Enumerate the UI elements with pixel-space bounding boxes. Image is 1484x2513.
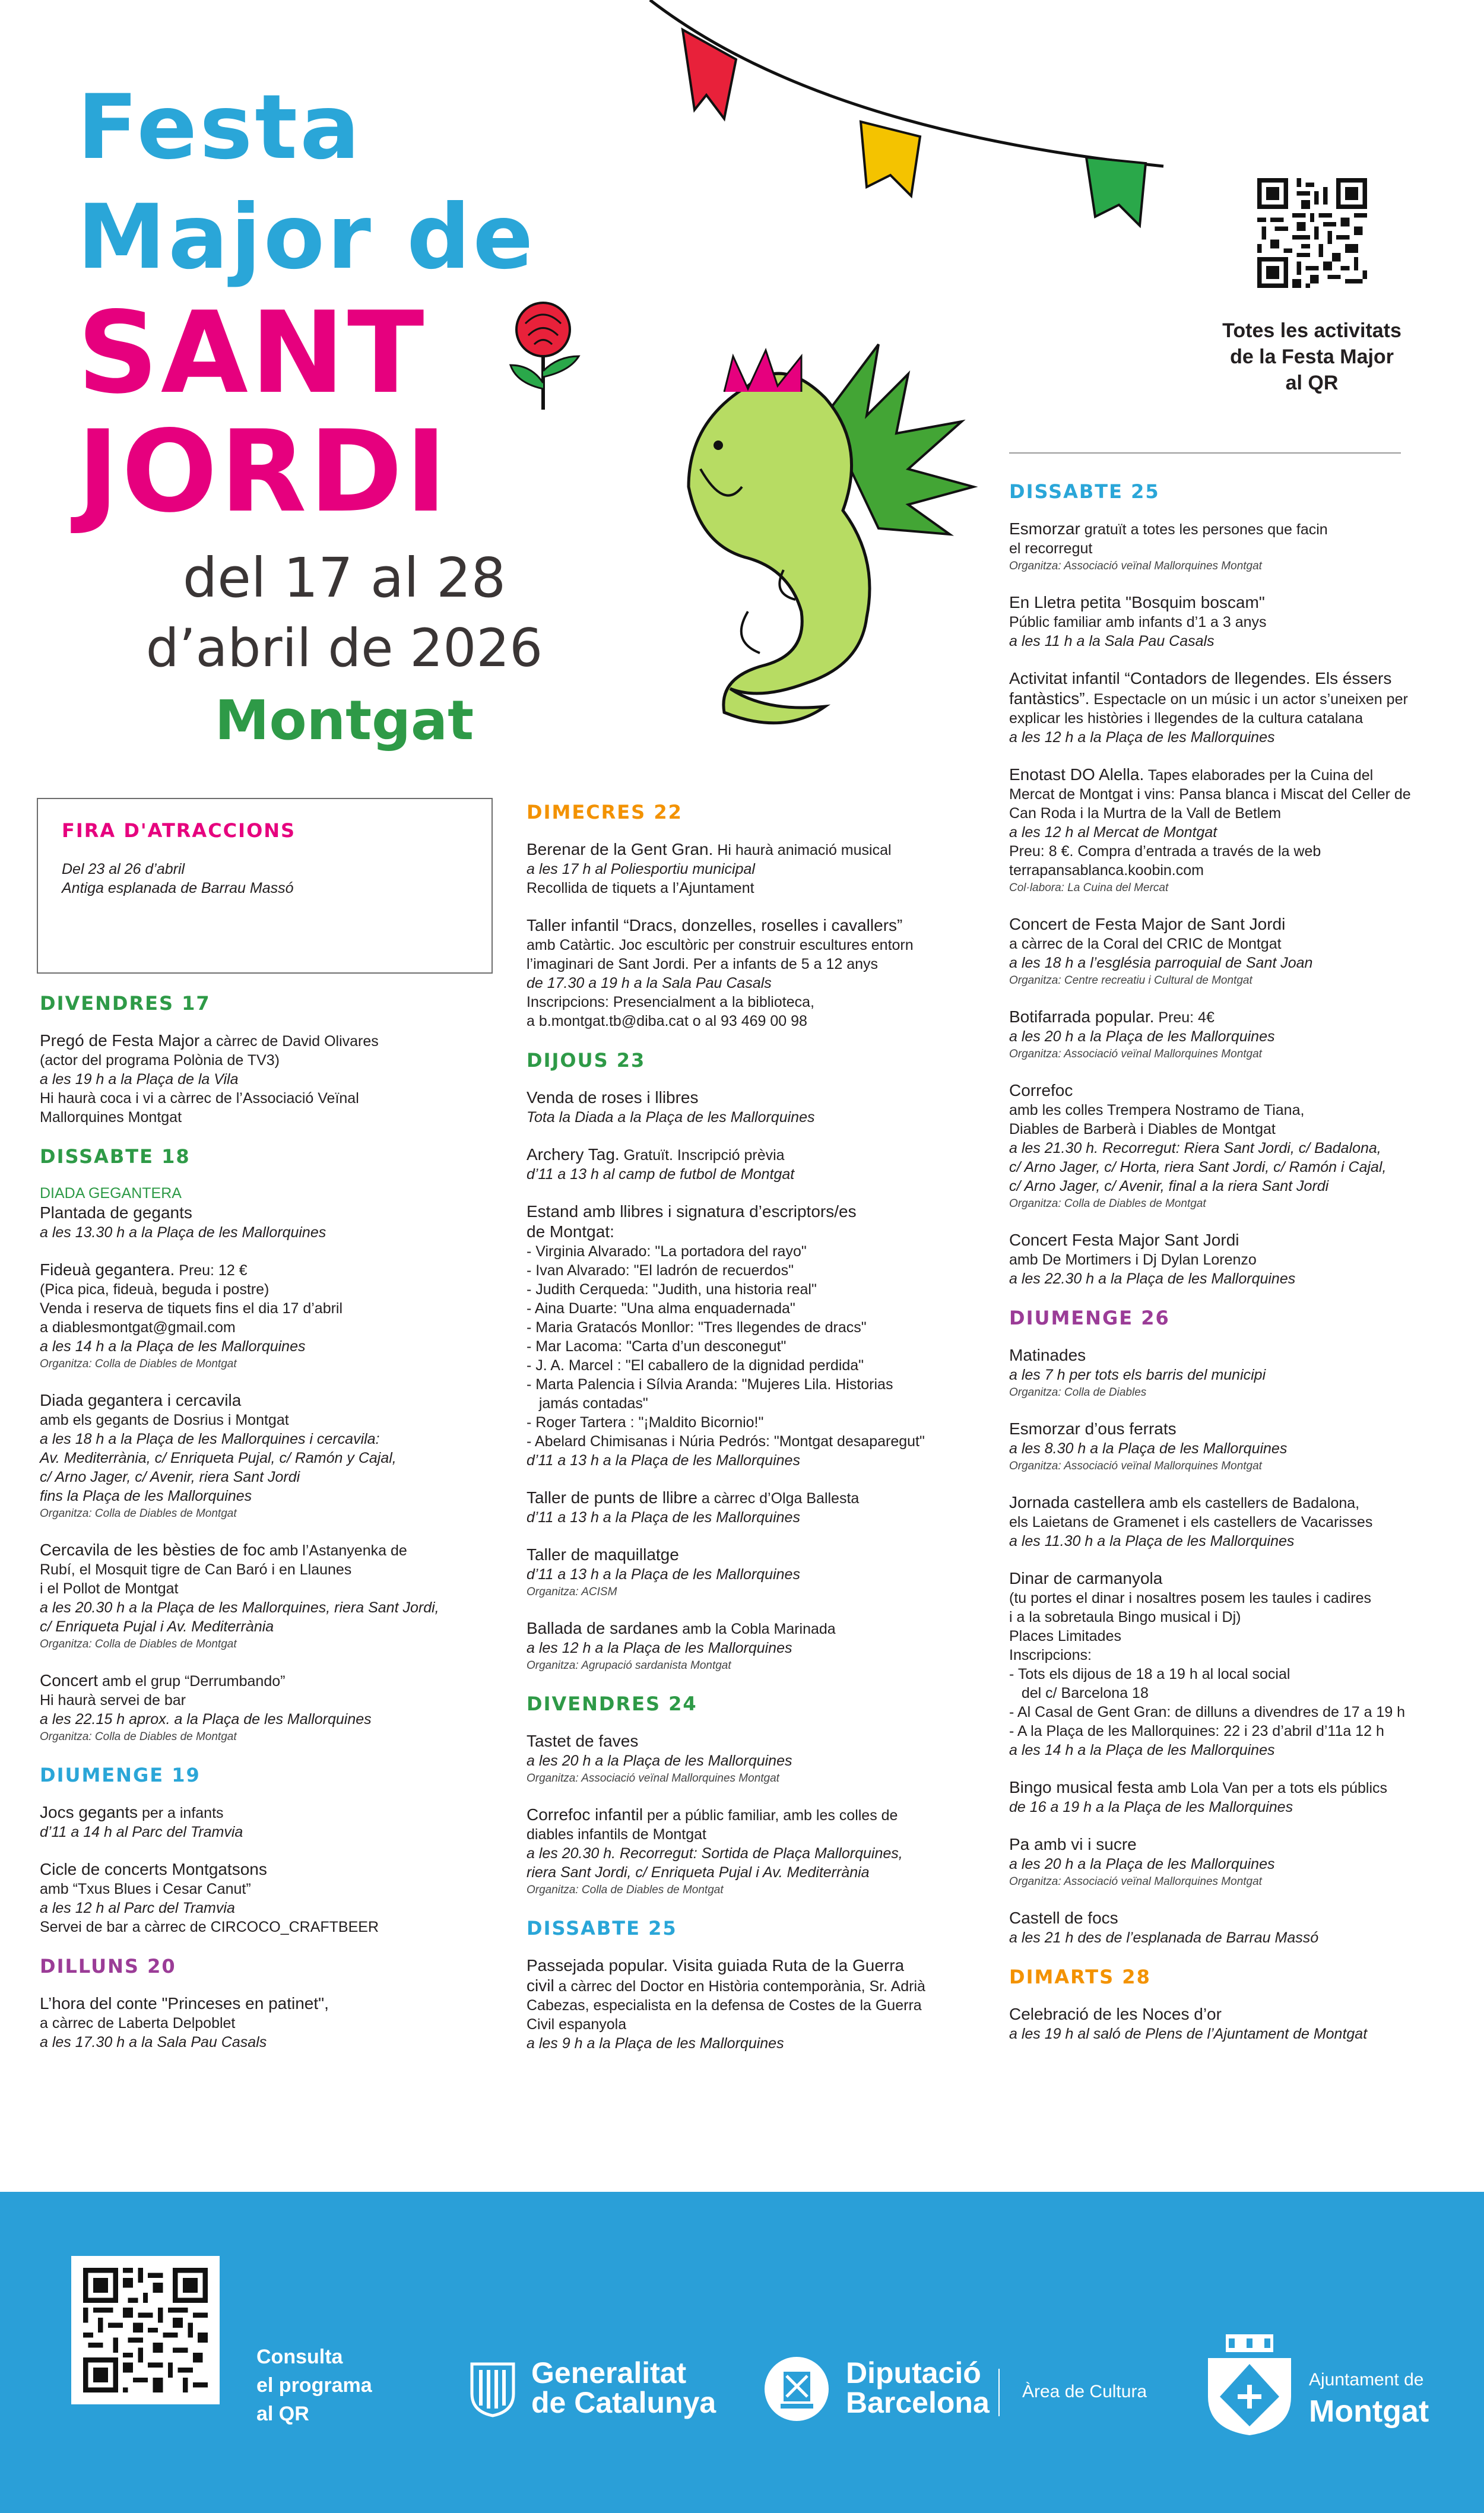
- event-desc: Can Roda i la Murtra de la Vall de Betlem: [1009, 805, 1282, 822]
- event-title: de Montgat:: [527, 1222, 614, 1241]
- list-item: - Mar Lacoma: "Carta d’un desconegut": [527, 1338, 787, 1355]
- heading-divendres-24: DIVENDRES 24: [527, 1693, 697, 1715]
- event-taller: [527, 915, 990, 1031]
- event-desc: Civil espanyola: [527, 2016, 627, 2033]
- title-major-de: Major de: [77, 186, 536, 289]
- diada-gegantera-label: DIADA GEGANTERA: [40, 1185, 182, 1202]
- column-1: [40, 974, 503, 2070]
- event-title: Berenar de la Gent Gran.: [527, 840, 714, 858]
- list-item: - Aina Duarte: "Una alma enquadernada": [527, 1300, 795, 1317]
- event-punts: [527, 1488, 990, 1527]
- event-title: Correfoc: [1009, 1081, 1073, 1099]
- event-when: d’11 a 13 h a la Plaça de les Mallorquines: [527, 1566, 800, 1583]
- event-roses: [527, 1088, 990, 1127]
- event-title: Taller de punts de llibre: [527, 1488, 697, 1507]
- event-esmorzar: [1009, 519, 1448, 575]
- event-desc: per a infants: [138, 1805, 224, 1821]
- event-when: a les 11 h a la Sala Pau Casals: [1009, 633, 1215, 649]
- event-org: Organitza: Associació veïnal Mallorquines Montgat: [1009, 1875, 1262, 1888]
- event-when: a les 20 h a la Plaça de les Mallorquines: [1009, 1028, 1275, 1045]
- event-concert-dj: [1009, 1230, 1448, 1288]
- event-title: Estand amb llibres i signatura d’escriptors/es: [527, 1202, 857, 1221]
- event-desc: Tapes elaborades per la Cuina del: [1144, 767, 1374, 784]
- event-when: Tota la Diada a la Plaça de les Mallorquines: [527, 1109, 815, 1126]
- qr-caption-line: Totes les activitats: [1222, 319, 1401, 342]
- event-when: a les 14 h a la Plaça de les Mallorquines: [1009, 1742, 1275, 1758]
- event-when: d’11 a 13 h a la Plaça de les Mallorquines: [527, 1452, 800, 1469]
- event-desc: Mercat de Montgat i vins: Pansa blanca i Miscat del Celler de: [1009, 786, 1411, 803]
- event-title: Cercavila de les bèsties de foc: [40, 1541, 265, 1559]
- event-desc: Preu: 12 €: [175, 1262, 248, 1279]
- consulta-line: el programa: [256, 2374, 372, 2397]
- event-org: Organitza: Colla de Diables de Montgat: [40, 1731, 237, 1743]
- diputacio-text: [846, 2358, 990, 2417]
- event-when: c/ Arno Jager, c/ Horta, riera Sant Jordi, c/ Ramón i Cajal,: [1009, 1159, 1387, 1175]
- title-jordi: JORDI: [77, 406, 449, 537]
- heading-diumenge-26: DIUMENGE 26: [1009, 1307, 1170, 1329]
- event-lletra-petita: [1009, 592, 1448, 651]
- montgat-text: Montgat: [1309, 2394, 1429, 2429]
- event-title: Concert: [40, 1671, 99, 1690]
- event-when: d’11 a 13 h al camp de futbol de Montgat: [527, 1166, 795, 1183]
- event-desc: - Al Casal de Gent Gran: de dilluns a divendres de 17 a 19 h: [1009, 1704, 1406, 1720]
- town-name: Montgat: [214, 689, 474, 752]
- event-desc: - Tots els dijous de 18 a 19 h al local social: [1009, 1666, 1290, 1682]
- event-desc: explicar les històries i llegendes de la cultura catalana: [1009, 710, 1363, 727]
- list-item: jamás contadas": [527, 1395, 648, 1412]
- event-when: a les 12 h al Mercat de Montgat: [1009, 824, 1217, 841]
- fira-heading: FIRA D'ATRACCIONS: [62, 819, 296, 842]
- event-email[interactable]: a diablesmontgat@gmail.com: [40, 1319, 236, 1336]
- generalitat-text: [531, 2358, 716, 2417]
- divider: [1009, 452, 1401, 454]
- event-desc: Preu: 8 €. Compra d’entrada a través de la web: [1009, 843, 1321, 860]
- event-desc: Rubí, el Mosquit tigre de Can Baró i en Llaunes: [40, 1561, 352, 1578]
- event-plantada: [40, 1203, 503, 1242]
- event-org: Organitza: Centre recreatiu i Cultural de Montgat: [1009, 974, 1252, 987]
- event-enotast: [1009, 765, 1448, 896]
- column-3: [1009, 464, 1448, 2061]
- qr-code-top[interactable]: [1257, 178, 1367, 288]
- event-desc: a càrrec d’Olga Ballesta: [697, 1490, 860, 1507]
- consulta-text: [256, 2343, 372, 2428]
- event-when: a les 8.30 h a la Plaça de les Mallorquines: [1009, 1440, 1288, 1457]
- qr-caption-line: de la Festa Major: [1230, 346, 1394, 368]
- heading-dijous-23: DIJOUS 23: [527, 1049, 646, 1072]
- event-title: Bingo musical festa: [1009, 1778, 1153, 1796]
- event-faves: [527, 1731, 990, 1787]
- event-desc: amb De Mortimers i Dj Dylan Lorenzo: [1009, 1251, 1257, 1268]
- event-cercavila: [40, 1390, 503, 1522]
- event-desc: el recorregut: [1009, 540, 1093, 557]
- event-org: Col·labora: La Cuina del Mercat: [1009, 882, 1169, 894]
- event-title: Concert de Festa Major de Sant Jordi: [1009, 915, 1286, 933]
- event-desc: i a la sobretaula Bingo musical i Dj): [1009, 1609, 1241, 1625]
- event-desc: gratuït a totes les persones que facin: [1080, 521, 1328, 538]
- event-when: d’11 a 13 h a la Plaça de les Mallorquines: [527, 1509, 800, 1526]
- event-title: Pregó de Festa Major: [40, 1031, 200, 1050]
- event-desc: amb el grup “Derrumbando”: [98, 1673, 286, 1690]
- event-title: Castell de focs: [1009, 1909, 1118, 1927]
- author-list: [527, 1242, 990, 1451]
- event-org: Organitza: Associació veïnal Mallorquines Montgat: [1009, 560, 1262, 572]
- list-item: - J. A. Marcel : "El caballero de la dignidad perdida": [527, 1357, 864, 1374]
- event-when: riera Sant Jordi, c/ Enriqueta Pujal i Av. Mediterrània: [527, 1864, 870, 1881]
- event-bingo: [1009, 1777, 1448, 1817]
- diputacio-logo: [763, 2355, 831, 2423]
- qr-caption-line: al QR: [1285, 372, 1339, 394]
- list-item: - Ivan Alvarado: "El ladrón de recuerdos": [527, 1262, 794, 1279]
- dragon-illustration: [629, 332, 985, 748]
- divider: [998, 2369, 1000, 2416]
- event-title: L’hora del conte "Princeses en patinet",: [40, 1994, 329, 2013]
- event-when: de 17.30 a 19 h a la Sala Pau Casals: [527, 975, 772, 991]
- event-title: Matinades: [1009, 1346, 1086, 1364]
- heading-dimecres-22: DIMECRES 22: [527, 801, 683, 823]
- event-pa-vi-sucre: [1009, 1834, 1448, 1890]
- event-desc: amb “Txus Blues i Cesar Canut”: [40, 1881, 251, 1897]
- event-desc: per a públic familiar, amb les colles de: [643, 1807, 898, 1824]
- dates-line1: del 17 al 28: [182, 546, 506, 610]
- event-desc: Hi haurà animació musical: [713, 842, 892, 858]
- event-title: Jocs gegants: [40, 1803, 138, 1821]
- event-desc: amb les colles Trempera Nostramo de Tiana,: [1009, 1102, 1305, 1118]
- event-castell-focs: [1009, 1908, 1448, 1947]
- column-2: [527, 782, 990, 2071]
- event-title: civil: [527, 1976, 554, 1995]
- event-when: a les 7 h per tots els barris del municipi: [1009, 1367, 1266, 1383]
- event-title: Enotast DO Alella.: [1009, 765, 1144, 784]
- event-org: Organitza: Colla de Diables de Montgat: [40, 1638, 237, 1650]
- event-when: c/ Arno Jager, c/ Avenir, final a la riera Sant Jordi: [1009, 1178, 1329, 1194]
- event-title: Venda de roses i llibres: [527, 1088, 699, 1107]
- event-when: a les 22.30 h a la Plaça de les Mallorquines: [1009, 1270, 1296, 1287]
- event-desc: Gratuït. Inscripció prèvia: [619, 1147, 785, 1164]
- event-matinades: [1009, 1345, 1448, 1401]
- bunting-flags: [641, 0, 1205, 249]
- fira-box: [37, 798, 493, 974]
- event-contadors: [1009, 668, 1448, 747]
- event-title: Pa amb vi i sucre: [1009, 1835, 1137, 1853]
- event-concert: [40, 1671, 503, 1745]
- event-prego: [40, 1031, 503, 1127]
- event-ous-ferrats: [1009, 1419, 1448, 1475]
- event-desc: Mallorquines Montgat: [40, 1109, 182, 1126]
- event-when: a les 19 h al saló de Plens de l’Ajuntament de Montgat: [1009, 2026, 1368, 2042]
- event-when: a les 14 h a la Plaça de les Mallorquines: [40, 1338, 306, 1355]
- event-desc: Servei de bar a càrrec de CIRCOCO_CRAFTBEER: [40, 1919, 379, 1935]
- montgat-shield-logo: [1202, 2331, 1297, 2438]
- event-org: Organitza: Colla de Diables de Montgat: [1009, 1197, 1206, 1210]
- event-when: a les 17 h al Poliesportiu municipal: [527, 861, 755, 877]
- event-berenar: [527, 839, 990, 898]
- event-when: fins la Plaça de les Mallorquines: [40, 1488, 252, 1504]
- event-contact[interactable]: a b.montgat.tb@diba.cat o al 93 469 00 98: [527, 1013, 807, 1029]
- event-desc: amb l’Astanyenka de: [265, 1542, 407, 1559]
- event-desc: Diables de Barberà i Diables de Montgat: [1009, 1121, 1276, 1137]
- event-org: Organitza: Colla de Diables de Montgat: [527, 1884, 724, 1896]
- list-item: - Judith Cerqueda: "Judith, una historia real": [527, 1281, 817, 1298]
- event-when: a les 18 h a l’església parroquial de Sant Joan: [1009, 955, 1313, 971]
- event-desc: a càrrec de David Olivares: [199, 1033, 379, 1050]
- event-conte: [40, 1994, 503, 2052]
- heading-dimarts-28: DIMARTS 28: [1009, 1966, 1151, 1988]
- event-title: Celebració de les Noces d’or: [1009, 2005, 1222, 2023]
- event-title: Esmorzar d’ous ferrats: [1009, 1419, 1177, 1438]
- event-desc: Espectacle on un músic i un actor s’uneixen per: [1089, 691, 1408, 708]
- heading-dilluns-20: DILLUNS 20: [40, 1955, 176, 1978]
- event-passejada: [527, 1956, 990, 2053]
- event-estand: [527, 1202, 990, 1470]
- event-bestia: [40, 1540, 503, 1653]
- event-desc: amb la Cobla Marinada: [678, 1621, 836, 1637]
- event-desc: Recollida de tiquets a l’Ajuntament: [527, 880, 754, 896]
- event-correfoc: [1009, 1080, 1448, 1212]
- event-title: Esmorzar: [1009, 519, 1080, 538]
- event-desc: Places Limitades: [1009, 1628, 1121, 1644]
- event-dinar: [1009, 1568, 1448, 1760]
- event-when: c/ Arno Jager, c/ Avenir, riera Sant Jordi: [40, 1469, 300, 1485]
- event-desc: Venda i reserva de tiquets fins el dia 17 d’abril: [40, 1300, 343, 1317]
- event-when: a les 12 h a la Plaça de les Mallorquines: [527, 1640, 792, 1656]
- event-title: Ballada de sardanes: [527, 1619, 678, 1637]
- event-title: Tastet de faves: [527, 1732, 639, 1750]
- event-when: a les 21.30 h. Recorregut: Riera Sant Jordi, c/ Badalona,: [1009, 1140, 1381, 1156]
- event-desc: a càrrec del Doctor en Història contemporània, Sr. Adrià: [554, 1978, 925, 1995]
- event-desc: amb Lola Van per a tots els públics: [1153, 1780, 1387, 1796]
- event-org: Organitza: ACISM: [527, 1586, 617, 1598]
- event-when: c/ Enriqueta Pujal i Av. Mediterrània: [40, 1618, 274, 1635]
- event-org: Organitza: Colla de Diables: [1009, 1386, 1147, 1399]
- event-jocs: [40, 1802, 503, 1842]
- fira-dates: Del 23 al 26 d’abril: [62, 861, 185, 877]
- qr-code-footer[interactable]: [71, 2256, 220, 2404]
- event-title: fantàstics”.: [1009, 689, 1090, 708]
- event-title: Fideuà gegantera.: [40, 1260, 175, 1279]
- event-cicle: [40, 1859, 503, 1937]
- event-noces: [1009, 2004, 1448, 2043]
- heading-divendres-17: DIVENDRES 17: [40, 992, 211, 1015]
- event-title: Dinar de carmanyola: [1009, 1569, 1163, 1587]
- event-desc: a càrrec de la Coral del CRIC de Montgat: [1009, 936, 1282, 952]
- event-fidea: [40, 1260, 503, 1373]
- event-desc: l’imaginari de Sant Jordi. Per a infants de 5 a 12 anys: [527, 956, 879, 972]
- dates-line2: d’abril de 2026: [145, 617, 543, 679]
- event-maquillatge: [527, 1545, 990, 1601]
- heading-dissabte-25-b: DISSABTE 25: [1009, 480, 1160, 503]
- heading-dissabte-25: DISSABTE 25: [527, 1917, 677, 1940]
- event-org: Organitza: Agrupació sardanista Montgat: [527, 1659, 731, 1672]
- event-desc: els Laietans de Gramenet i els castellers de Vacarisses: [1009, 1514, 1373, 1530]
- event-when: a les 20.30 h. Recorregut: Sortida de Plaça Mallorquines,: [527, 1845, 903, 1862]
- rose-icon: [499, 300, 588, 413]
- event-desc: (actor del programa Polònia de TV3): [40, 1052, 280, 1069]
- event-concert-coral: [1009, 914, 1448, 989]
- event-title: Concert Festa Major Sant Jordi: [1009, 1231, 1239, 1249]
- event-when: a les 20 h a la Plaça de les Mallorquines: [1009, 1856, 1275, 1872]
- event-title: Passejada popular. Visita guiada Ruta de la Guerra: [527, 1956, 905, 1975]
- event-when: a les 17.30 h a la Sala Pau Casals: [40, 2034, 267, 2051]
- event-desc: amb els castellers de Badalona,: [1144, 1495, 1360, 1511]
- event-title: Taller infantil “Dracs, donzelles, roselles i cavallers”: [527, 916, 903, 934]
- event-desc: Hi haurà coca i vi a càrrec de l’Associació Veïnal: [40, 1090, 359, 1107]
- list-item: - Marta Palencia i Sílvia Aranda: "Mujeres Lila. Historias: [527, 1376, 893, 1393]
- event-when: a les 20 h a la Plaça de les Mallorquines: [527, 1753, 792, 1769]
- event-desc: Inscripcions: Presencialment a la biblioteca,: [527, 994, 814, 1010]
- event-desc: Cabezas, especialista en la defensa de Costes de la Guerra: [527, 1997, 922, 2014]
- event-when: a les 9 h a la Plaça de les Mallorquines: [527, 2035, 784, 2052]
- event-title: Cicle de concerts Montgatsons: [40, 1860, 267, 1878]
- event-title: Taller de maquillatge: [527, 1545, 679, 1564]
- event-title: Activitat infantil “Contadors de llegendes. Els éssers: [1009, 669, 1392, 687]
- list-item: - Maria Gratacós Monllor: "Tres llegendes de dracs": [527, 1319, 867, 1336]
- event-org: Organitza: Associació veïnal Mallorquines Montgat: [527, 1772, 779, 1785]
- event-when: de 16 a 19 h a la Plaça de les Mallorquines: [1009, 1799, 1293, 1815]
- event-desc: amb els gegants de Dosrius i Montgat: [40, 1412, 289, 1428]
- event-desc: diables infantils de Montgat: [527, 1826, 706, 1843]
- event-botifarrada: [1009, 1007, 1448, 1063]
- title-festa: Festa: [77, 76, 363, 179]
- consulta-line: al QR: [256, 2403, 309, 2425]
- event-desc: Preu: 4€: [1154, 1009, 1215, 1026]
- event-desc: a càrrec de Laberta Delpoblet: [40, 2015, 236, 2032]
- event-when: a les 19 h a la Plaça de la Vila: [40, 1071, 239, 1088]
- heading-dissabte-18: DISSABTE 18: [40, 1145, 191, 1168]
- qr-top-caption: [1175, 318, 1448, 396]
- generalitat-line: Generalitat: [531, 2356, 687, 2390]
- fira-place: Antiga esplanada de Barrau Massó: [62, 880, 294, 896]
- event-desc: Hi haurà servei de bar: [40, 1692, 186, 1709]
- event-desc: Inscripcions:: [1009, 1647, 1092, 1663]
- title-sant: SANT: [77, 287, 427, 419]
- generalitat-line: de Catalunya: [531, 2386, 716, 2419]
- event-title: Botifarrada popular.: [1009, 1007, 1155, 1026]
- event-desc: del c/ Barcelona 18: [1009, 1685, 1149, 1701]
- event-sardanes: [527, 1618, 990, 1674]
- event-when: d’11 a 14 h al Parc del Tramvia: [40, 1824, 243, 1840]
- consulta-line: Consulta: [256, 2346, 343, 2368]
- heading-diumenge-19: DIUMENGE 19: [40, 1764, 201, 1786]
- event-when: a les 12 h a la Plaça de les Mallorquines: [1009, 729, 1275, 746]
- list-item: - Virginia Alvarado: "La portadora del rayo": [527, 1243, 807, 1260]
- event-when: a les 20.30 h a la Plaça de les Mallorquines, riera Sant Jordi,: [40, 1599, 439, 1616]
- event-org: Organitza: Associació veïnal Mallorquines Montgat: [1009, 1460, 1262, 1472]
- event-title: Jornada castellera: [1009, 1493, 1145, 1511]
- event-when: a les 22.15 h aprox. a la Plaça de les Mallorquines: [40, 1711, 372, 1728]
- footer: [0, 2192, 1484, 2513]
- event-org: Organitza: Colla de Diables de Montgat: [40, 1507, 237, 1520]
- event-desc: - A la Plaça de les Mallorquines: 22 i 23 d’abril d’11a 12 h: [1009, 1723, 1384, 1739]
- event-when: a les 11.30 h a la Plaça de les Mallorquines: [1009, 1533, 1295, 1549]
- area-cultura-text: Àrea de Cultura: [1022, 2382, 1147, 2401]
- event-when: a les 13.30 h a la Plaça de les Mallorquines: [40, 1224, 326, 1241]
- event-title: Diada gegantera i cercavila: [40, 1391, 242, 1409]
- event-desc: (tu portes el dinar i nosaltres posem les taules i cadires: [1009, 1590, 1372, 1606]
- event-title: Archery Tag.: [527, 1145, 620, 1164]
- event-desc: i el Pollot de Montgat: [40, 1580, 179, 1597]
- diputacio-line: Diputació: [846, 2356, 981, 2390]
- diputacio-line: Barcelona: [846, 2386, 990, 2419]
- event-desc: amb Catàrtic. Joc escultòric per construir escultures entorn: [527, 937, 914, 953]
- event-when: Av. Mediterrània, c/ Enriqueta Pujal, c/ Ramón y Cajal,: [40, 1450, 397, 1466]
- list-item: - Abelard Chimisanas i Núria Pedrós: "Montgat desaparegut": [527, 1433, 925, 1450]
- ajuntament-text: Ajuntament de: [1309, 2370, 1424, 2390]
- event-title: En Lletra petita "Bosquim boscam": [1009, 593, 1265, 611]
- event-org: Organitza: Colla de Diables de Montgat: [40, 1358, 237, 1370]
- event-archery: [527, 1145, 990, 1184]
- event-correfoc-infantil: [527, 1805, 990, 1899]
- event-title: Correfoc infantil: [527, 1805, 643, 1824]
- event-castellera: [1009, 1492, 1448, 1551]
- event-when: a les 12 h al Parc del Tramvia: [40, 1900, 235, 1916]
- event-link[interactable]: terrapansablanca.koobin.com: [1009, 862, 1204, 879]
- event-when: a les 18 h a la Plaça de les Mallorquines i cercavila:: [40, 1431, 380, 1447]
- generalitat-logo: [469, 2361, 516, 2417]
- event-when: a les 21 h des de l’esplanada de Barrau Massó: [1009, 1929, 1319, 1946]
- event-desc: Públic familiar amb infants d’1 a 3 anys: [1009, 614, 1267, 630]
- list-item: - Roger Tartera : "¡Maldito Bicornio!": [527, 1414, 764, 1431]
- event-desc: (Pica pica, fideuà, beguda i postre): [40, 1281, 269, 1298]
- event-title: Plantada de gegants: [40, 1203, 192, 1222]
- event-org: Organitza: Associació veïnal Mallorquines Montgat: [1009, 1048, 1262, 1060]
